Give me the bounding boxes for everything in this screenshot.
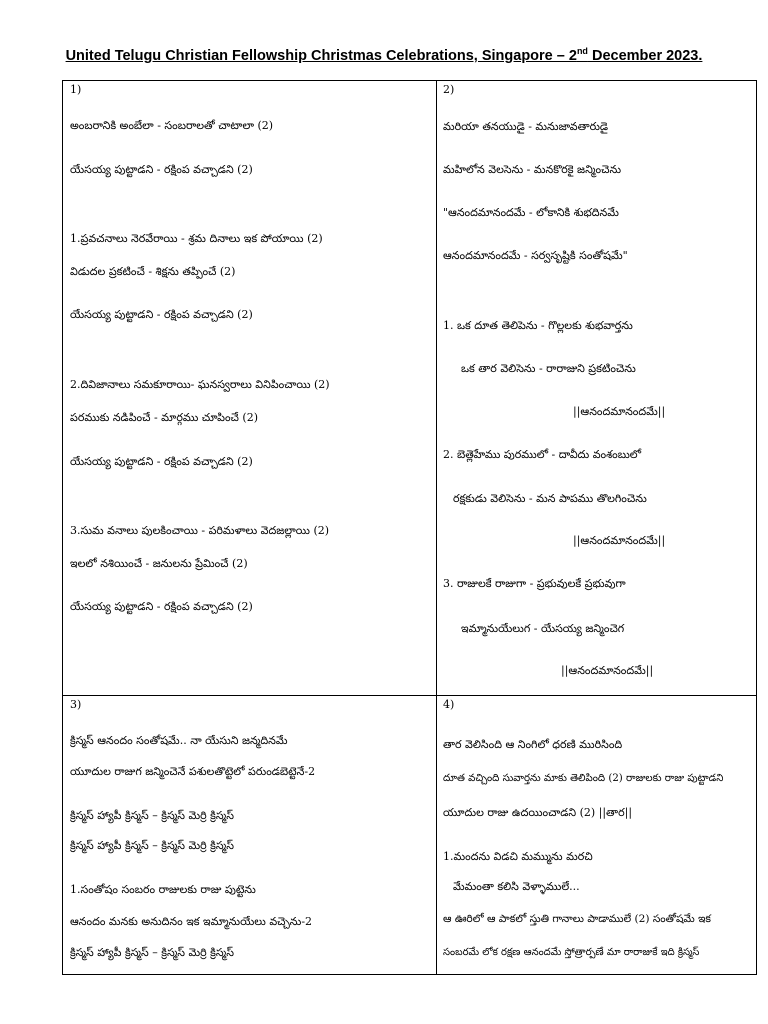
lyric-line: 3.సుమ వనాలు పులకించాయి - పరిమళాలు వెదజల్లాయి (2): [70, 524, 330, 537]
lyric-line: యూదుల రాజు ఉదయించాడని (2) ||తార||: [443, 806, 633, 819]
lyric-line: 1.సంతోషం సంబరం రాజులకు రాజు పుట్టెను: [70, 883, 256, 896]
song-number: 2): [443, 83, 455, 96]
lyric-line: ఇలలో నశియించే - జనులను ప్రేమించే (2): [70, 557, 248, 570]
title-main: United Telugu Christian Fellowship Christmas Celebrations, Singapore – 2: [65, 47, 577, 64]
lyric-line: రక్షకుడు వెలిసెను - మన పాపము తొలగించెను: [453, 492, 647, 505]
lyric-line: 1.మందను విడచి మమ్మును మరచి: [443, 850, 593, 863]
lyric-line: 2. బెత్లెహేము పురములో - దావీదు వంశంబులో: [443, 448, 642, 461]
lyric-line: విడుదల ప్రకటించే - శిక్షను తప్పించే (2): [70, 265, 236, 278]
song-number: 4): [443, 698, 455, 711]
lyric-line: ఒక తార వెలిసెను - రారాజుని ప్రకటించెను: [461, 362, 636, 375]
chorus-refrain: ||ఆనందమానందమే||: [561, 664, 654, 677]
page-title: [0, 46, 768, 64]
chorus-refrain: ||ఆనందమానందమే||: [573, 405, 666, 418]
lyric-line: ఆనందమానందమే - సర్వసృష్టికి సంతోషమే": [443, 249, 628, 262]
song-number: 3): [70, 698, 82, 711]
song-number: 1): [70, 83, 82, 96]
lyric-line: క్రిస్మస్ హ్యాపీ క్రిస్మస్ – క్రిస్మస్ మెర్రి క్రిస్మస్: [70, 809, 234, 822]
lyric-line: క్రిస్మస్ హ్యాపీ క్రిస్మస్ – క్రిస్మస్ మెర్రి క్రిస్మస్: [70, 839, 234, 852]
lyric-line: "ఆనందమానందమే - లోకానికి శుభదినమే: [443, 206, 619, 219]
lyric-line: పరముకు నడిపించే - మార్గము చూపించే (2): [70, 411, 258, 424]
lyric-line: క్రిస్మస్ ఆనందం సంతోషమే.. నా యేసుని జన్మదినమే: [70, 734, 288, 747]
lyric-line: దూత వచ్చింది సువార్తను మాకు తెలిపింది (2) రాజులకు రాజు పుట్టాడని: [443, 773, 724, 784]
lyric-line: యేసయ్య పుట్టాడని - రక్షింప వచ్చాడని (2): [70, 455, 253, 468]
lyric-line: యూదుల రాజుగ జన్మించెనే పశులతొట్టెలో పరుండబెట్టెనే-2: [70, 765, 316, 778]
column-divider: [436, 81, 437, 974]
lyric-line: క్రిస్మస్ హ్యాపీ క్రిస్మస్ – క్రిస్మస్ మెర్రి క్రిస్మస్: [70, 946, 234, 959]
lyric-line: 3. రాజులకే రాజుగా - ప్రభువులకే ప్రభువుగా: [443, 577, 626, 590]
title-ordinal-suffix: nd: [576, 46, 588, 56]
lyric-line: తార వెలిసింది ఆ నింగిలో ధరణి మురిసింది: [443, 738, 623, 751]
lyric-line: యేసయ్య పుట్టాడని - రక్షింప వచ్చాడని (2): [70, 600, 253, 613]
lyric-line: 2.దివిజానాలు సమకూరాయి- ఘనస్వరాలు వినిపించాయి (2): [70, 378, 330, 391]
lyric-line: 1. ఒక దూత తెలిపెను - గొల్లలకు శుభవార్తను: [443, 319, 633, 332]
lyric-line: మహిలోన వెలసెను - మనకొరకై జన్మించెను: [443, 163, 621, 176]
row-divider: [63, 695, 756, 696]
chorus-refrain: ||ఆనందమానందమే||: [573, 534, 666, 547]
lyric-line: మేమంతా కలిసి వెళ్ళాములే...: [453, 880, 580, 893]
lyric-line: సంబరమే లోక రక్షణ ఆనందమే స్తోత్రార్పణే మా రారాజుకే ఇది క్రిస్మస్: [443, 947, 700, 958]
song-3-cell: [70, 698, 432, 973]
lyric-line: ఇమ్మానుయేలుగ - యేసయ్య జన్మించెగ: [461, 622, 625, 635]
title-date: December 2023.: [587, 47, 703, 64]
lyric-line: ఆ ఊరిలో ఆ పాకలో స్తుతి గానాలు పాడాములే (2) సంతోషమే ఇక: [443, 913, 711, 925]
lyric-line: యేసయ్య పుట్టాడని - రక్షింప వచ్చాడని (2): [70, 163, 253, 176]
lyric-line: యేసయ్య పుట్టాడని - రక్షింప వచ్చాడని (2): [70, 308, 253, 321]
songs-table: [62, 80, 757, 975]
lyric-line: అంబరానికి అంబేలా - సంబరాలతో చాటాలా (2): [70, 119, 274, 132]
lyric-line: 1.ప్రవచనాలు నెరవేరాయి - శ్రమ దినాలు ఇక పోయాయి (2): [70, 232, 323, 245]
lyric-line: మరియా తనయుడై - మనుజావతారుడై: [443, 120, 609, 133]
song-4-cell: [443, 698, 753, 973]
song-2-cell: [443, 83, 753, 693]
lyric-line: ఆనందం మనకు అనుదినం ఇక ఇమ్మానుయేలు వచ్చెను-2: [70, 915, 313, 928]
song-1-cell: [70, 83, 432, 693]
